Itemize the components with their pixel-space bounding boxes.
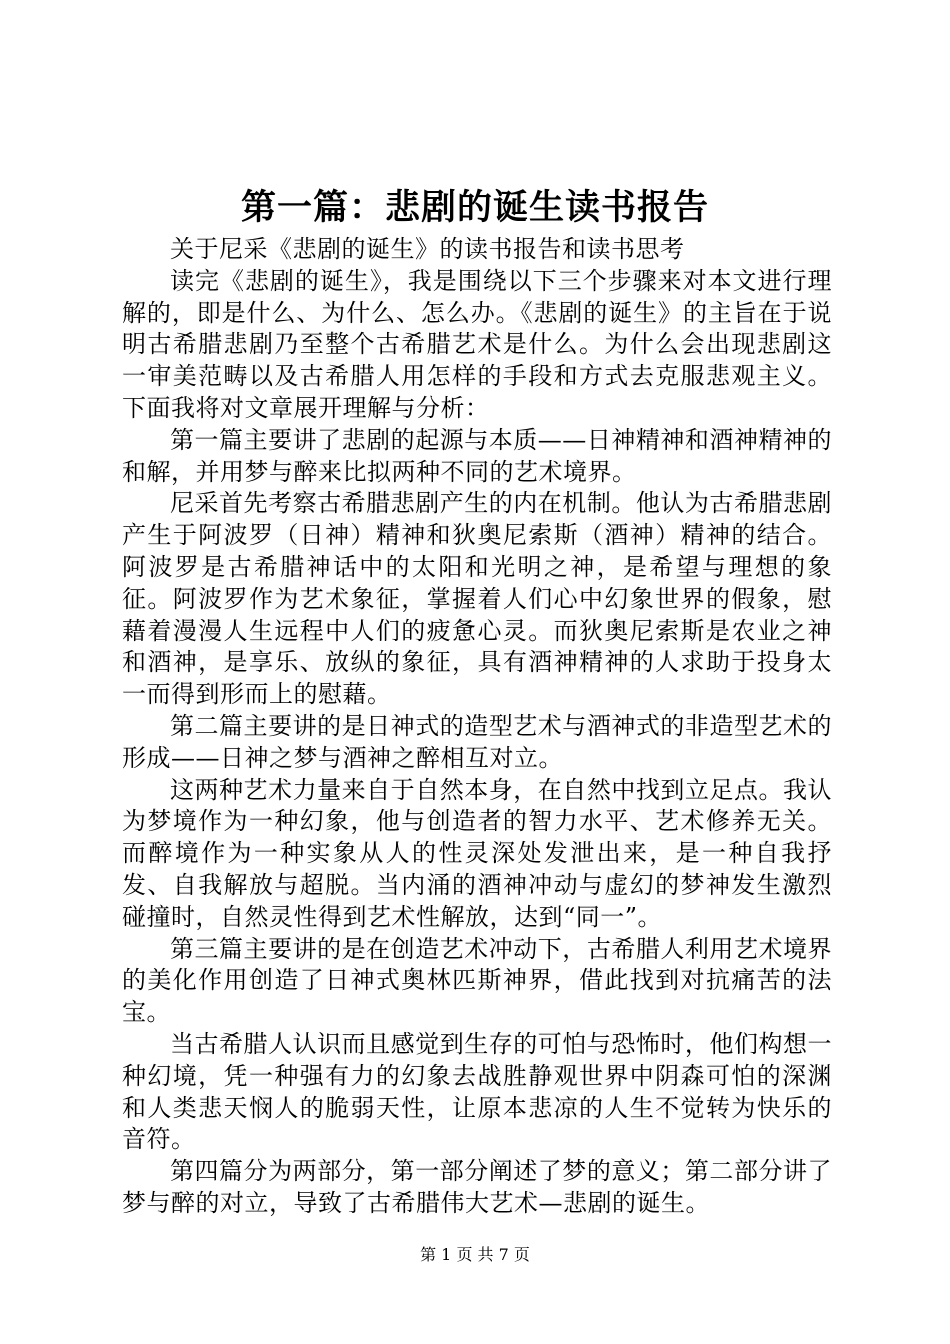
paragraph-chapter-1-summary: 第一篇主要讲了悲剧的起源与本质——日神精神和酒神精神的和解，并用梦与醉来比拟两种不同的艺术境界。 [122, 425, 832, 486]
paragraph-chapter-3-detail: 当古希腊人认识而且感觉到生存的可怕与恐怖时，他们构想一种幻境，凭一种强有力的幻象去战胜静观世界中阴森可怕的深渊和人类悲天悯人的脆弱天性，让原本悲凉的人生不觉转为快乐的音符。 [122, 1029, 832, 1154]
paragraph-chapter-2-summary: 第二篇主要讲的是日神式的造型艺术与酒神式的非造型艺术的形成——日神之梦与酒神之醉相互对立。 [122, 711, 832, 772]
paragraph-chapter-3-summary: 第三篇主要讲的是在创造艺术冲动下，古希腊人利用艺术境界的美化作用创造了日神式奥林匹斯神界，借此找到对抗痛苦的法宝。 [122, 934, 832, 1027]
page-number-footer: 第 1 页 共 7 页 [420, 1245, 530, 1264]
paragraph-chapter-4-summary: 第四篇分为两部分，第一部分阐述了梦的意义；第二部分讲了梦与醉的对立，导致了古希腊伟大艺术—悲剧的诞生。 [122, 1157, 832, 1217]
page-title: 第一篇：悲剧的诞生读书报告 [240, 187, 709, 228]
paragraph-intro: 读完《悲剧的诞生》，我是围绕以下三个步骤来对本文进行理解的，即是什么、为什么、怎么办。《悲剧的诞生》的主旨在于说明古希腊悲剧乃至整个古希腊艺术是什么。为什么会出现悲剧这一审美范畴以及古希腊人用怎样的手段和方式去克服悲观主义。下面我将对文章展开理解与分析： [122, 266, 832, 422]
document-body [122, 234, 832, 1220]
paragraph-chapter-2-detail: 这两种艺术力量来自于自然本身，在自然中找到立足点。我认为梦境作为一种幻象，他与创造者的智力水平、艺术修养无关。而醉境作为一种实象从人的性灵深处发泄出来，是一种自我抒发、自我解放与超脱。当内涌的酒神冲动与虚幻的梦神发生激烈碰撞时，自然灵性得到艺术性解放，达到“同一”。 [122, 775, 832, 931]
paragraph-subtitle: 关于尼采《悲剧的诞生》的读书报告和读书思考 [170, 235, 685, 263]
paragraph-chapter-1-detail: 尼采首先考察古希腊悲剧产生的内在机制。他认为古希腊悲剧产生于阿波罗（日神）精神和狄奥尼索斯（酒神）精神的结合。阿波罗是古希腊神话中的太阳和光明之神，是希望与理想的象征。阿波罗作为艺术象征，掌握着人们心中幻象世界的假象，慰藉着漫漫人生远程中人们的疲惫心灵。而狄奥尼索斯是农业之神和酒神，是享乐、放纵的象征，具有酒神精神的人求助于投身太一而得到形而上的慰藉。 [122, 489, 832, 709]
